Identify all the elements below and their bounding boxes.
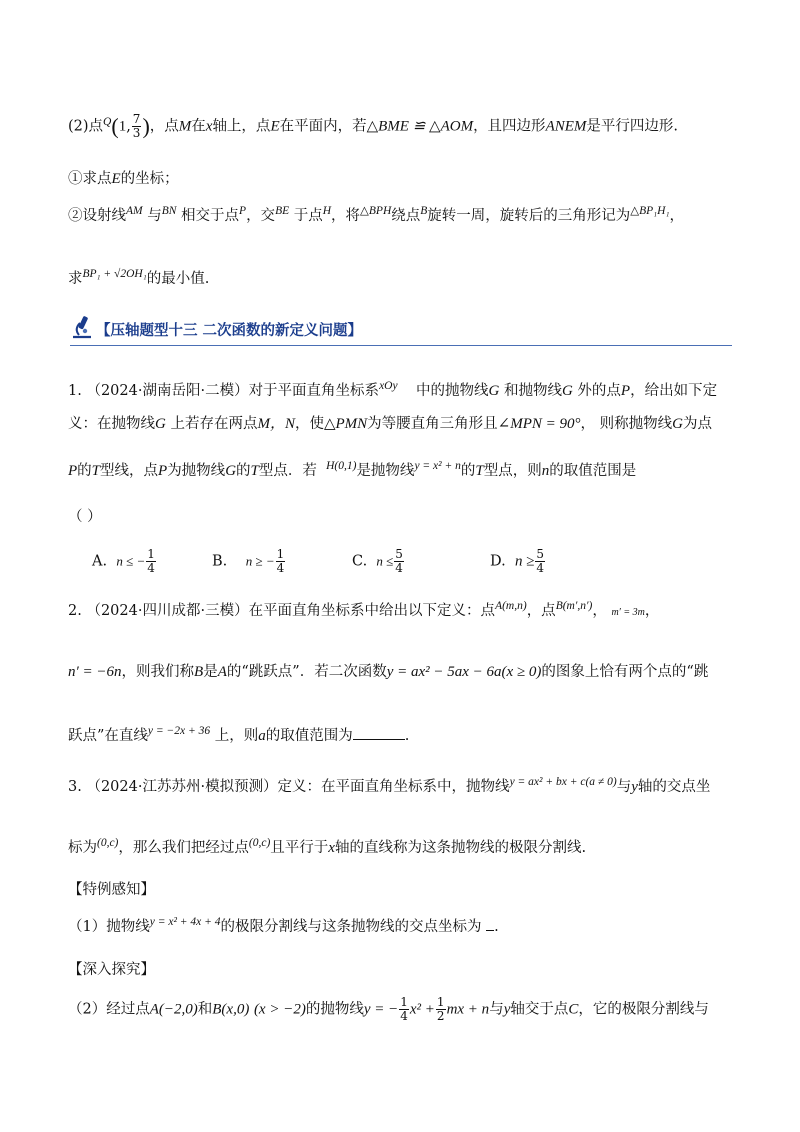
q3-line-2 [68, 838, 586, 859]
fraction-numerator: 5 [395, 547, 403, 561]
text: 义：在抛物线 [68, 416, 155, 432]
text: 和抛物线 [503, 383, 562, 399]
text: ，点 [149, 118, 179, 135]
point-0c: (0,c) [248, 837, 271, 849]
point-h: H(0,1) [326, 460, 357, 472]
answer-blank[interactable] [353, 725, 405, 740]
text: ，将 [331, 208, 361, 224]
paren-open: ( [111, 113, 119, 139]
text: ，且四边形 [473, 118, 546, 135]
var-y: y [631, 779, 638, 795]
problem-label: (2)点 [68, 118, 104, 135]
option-expr: n ≤ − [116, 553, 146, 569]
text: 的取值范围是 [549, 463, 637, 479]
text: 轴上，点 [212, 118, 271, 135]
text: 的 [77, 463, 92, 479]
text: ，则我们称 [121, 664, 195, 680]
text: 为抛物线 [167, 463, 226, 479]
var-bn: BN [161, 205, 177, 217]
line-eq: y = −2x + 36 [147, 725, 211, 737]
text: 跃点”在直线 [68, 728, 148, 744]
fraction-denominator: 4 [395, 561, 403, 575]
fraction-denominator: 3 [132, 126, 141, 140]
var-mn: M，N [257, 416, 295, 432]
fraction [399, 996, 409, 1023]
var-g: G [561, 383, 573, 399]
text: 轴的直线称为这条抛物线的极限分割线. [334, 840, 587, 856]
condition-n: n′ = −6n [68, 664, 122, 680]
condition-x: (x > −2) [253, 1001, 306, 1018]
fraction-numerator: 5 [536, 547, 545, 561]
var-quad: ANEM [545, 118, 587, 135]
text: ，点 [526, 603, 556, 619]
text: 旋转一周，旋转后的三角形记为 [427, 208, 631, 224]
q2-line-3 [68, 725, 409, 747]
text: 轴的交点坐 [637, 779, 711, 795]
fraction-numerator: 1 [147, 547, 155, 561]
fraction [394, 548, 404, 575]
eq-part: x² + [409, 1001, 435, 1018]
text: 的 [460, 463, 476, 479]
min-expr: BP₁ + √2OH₁ [82, 268, 147, 280]
fraction-denominator: 4 [536, 561, 545, 575]
q1-answer-paren: （ ） [68, 509, 102, 525]
option-label: D. [490, 553, 506, 570]
problem-2-sub-3 [68, 269, 209, 290]
text: ， 则称抛物线 [580, 416, 673, 432]
q1-option-c[interactable] [352, 548, 405, 575]
text: 型点．若 [258, 463, 317, 479]
q-coord-fraction [132, 113, 142, 140]
fraction [535, 548, 545, 575]
var-p: P [620, 383, 631, 399]
var-be: BE [275, 205, 290, 217]
q2-line-1 [68, 601, 659, 623]
point-q: Q [103, 115, 112, 128]
parabola-eq: y = x² + 4x + 4 [149, 916, 221, 928]
text: 的极限分割线与这条抛物线的交点坐标为 [220, 919, 482, 935]
text: 在平面内，若 [279, 118, 367, 135]
q3-heading-2: 【深入探究】 [68, 962, 155, 978]
fraction-denominator: 4 [147, 561, 155, 575]
var-m: M [178, 118, 192, 135]
eq-part: mx + n [446, 1001, 490, 1018]
condition-m: m′ = 3m [611, 607, 645, 618]
var-xoy: xOy [379, 380, 398, 392]
text: 1. （2024·湖南岳阳·二模）对于平面直角坐标系 [68, 383, 380, 399]
q1-line-3 [68, 461, 636, 482]
point-0c: (0,c) [97, 837, 119, 849]
q3-part-1 [68, 917, 499, 938]
q1-option-d[interactable] [490, 548, 546, 575]
eq-part: y = − [363, 1001, 399, 1018]
text: 相交于点 [181, 208, 240, 224]
text: 中的抛物线 [416, 383, 489, 399]
text: 在 [191, 118, 206, 135]
var-g: G [672, 416, 683, 432]
point-a: A(−2,0) [149, 1001, 198, 1018]
text: 为点 [682, 416, 712, 432]
text: 与 [489, 1001, 504, 1018]
text: . [494, 919, 499, 935]
parabola-eq: y = ax² + bx + c(a ≠ 0) [509, 776, 617, 788]
text: 上，则 [214, 728, 259, 744]
text: 与 [616, 779, 632, 795]
text: 绕点 [391, 208, 421, 224]
text: 是 [203, 664, 218, 680]
text: 与 [147, 208, 162, 224]
text: 的图象上恰有两个点的“跳 [541, 664, 709, 680]
var-x: x [328, 840, 335, 856]
fraction-numerator: 1 [276, 547, 285, 561]
congruence-expr: △BME ≌ △AOM [366, 118, 474, 135]
var-a: a [258, 728, 266, 744]
text: 外的点 [577, 383, 621, 399]
var-a: A [217, 664, 227, 680]
fraction [146, 548, 156, 575]
section-title: 【压轴题型十三 二次函数的新定义问题】 [96, 323, 363, 339]
q-coord-x: 1 [118, 118, 127, 135]
text: ①求点 [68, 171, 112, 187]
option-label: C. [352, 553, 368, 570]
text: 型线，点 [100, 463, 159, 479]
text: ，那么我们把经过点 [118, 840, 249, 856]
q1-option-a[interactable] [92, 548, 157, 575]
text: （1）抛物线 [68, 919, 150, 935]
text: 标为 [68, 840, 97, 856]
section-divider [70, 345, 732, 346]
q1-line-1 [68, 381, 717, 402]
text: 的 [236, 463, 251, 479]
triangle-bph: △BPH [360, 205, 392, 217]
problem-2-sub-2 [68, 206, 684, 227]
fraction-numerator: 1 [436, 995, 445, 1009]
option-label: A. [92, 553, 108, 570]
text: ，交 [246, 208, 276, 224]
triangle-pmn: △PMN [323, 416, 368, 432]
text: 是抛物线 [356, 463, 415, 479]
problem-2-line-1: (2)点$^Q$(1, $\frac{7}{3}$ )，点M在x轴上，点E在平面内，若△BME ≌ △AOM，且四边形ANEM是平行四边形. [68, 112, 678, 140]
var-h: H [322, 205, 332, 217]
option-expr: n ≤ [376, 553, 394, 569]
q1-option-b[interactable] [212, 548, 286, 575]
parabola-eq: y = x² + n [414, 460, 461, 472]
text: ②设射线 [68, 208, 126, 224]
text: 2. （2024·四川成都·三模）在平面直角坐标系中给出以下定义：点 [68, 603, 496, 619]
text: . [404, 728, 410, 744]
var-c: C [568, 1001, 579, 1018]
q1-line-2 [68, 414, 712, 434]
var-n: n [541, 463, 550, 479]
var-p: P [239, 205, 247, 217]
var-b: B [194, 664, 204, 680]
text: ，它的极限分割线与 [578, 1001, 709, 1018]
text: 的“跳跃点”．若二次函数 [226, 664, 387, 680]
paren-close: ) [142, 113, 150, 139]
text: 的坐标； [120, 171, 179, 187]
text: （2）经过点 [68, 1001, 150, 1018]
text: 的最小值. [146, 271, 210, 287]
text: 于点 [293, 208, 323, 224]
var-g: G [488, 383, 500, 399]
var-e: E [111, 171, 121, 187]
q3-part-2 [68, 996, 709, 1023]
fraction [436, 996, 446, 1023]
text: 3. （2024·江苏苏州·模拟预测）定义：在平面直角坐标系中，抛物线 [68, 779, 510, 795]
answer-blank[interactable] [486, 918, 494, 931]
fraction-denominator: 2 [436, 1009, 445, 1023]
text: 和 [197, 1001, 213, 1018]
var-p: P [158, 463, 168, 479]
var-g: G [155, 416, 166, 432]
microscope-icon [70, 314, 94, 340]
quadratic-eq: y = ax² − 5ax − 6a(x ≥ 0) [386, 664, 542, 680]
fraction [276, 548, 286, 575]
text: ，使 [294, 416, 324, 432]
q2-line-2 [68, 662, 708, 682]
triangle-bp1h1: △BP₁H₁ [630, 205, 670, 217]
var-b: B [420, 205, 428, 217]
text: 为等腰直角三角形且 [367, 416, 498, 432]
point-b: B(x,0) [212, 1001, 250, 1018]
point-a: A(m,n) [495, 600, 527, 612]
var-t: T [250, 463, 259, 479]
var-x: x [205, 118, 213, 135]
var-t: T [475, 463, 484, 479]
var-t: T [91, 463, 101, 479]
option-expr: n ≥ − [245, 553, 275, 569]
text: 轴交于点 [510, 1001, 569, 1018]
angle-mpn: ∠MPN = 90° [497, 416, 581, 432]
var-e: E [270, 118, 280, 135]
problem-2-sub-1 [68, 169, 179, 189]
text: 的取值范围为 [265, 728, 353, 744]
text: ， [592, 603, 607, 619]
q3-line-1 [68, 777, 710, 798]
text: 的抛物线 [305, 1001, 364, 1018]
point-b: B(m′,n′) [555, 600, 593, 612]
var-y: y [503, 1001, 511, 1018]
text: ， [669, 208, 684, 224]
fraction-denominator: 4 [400, 1009, 408, 1023]
text: 型点，则 [483, 463, 542, 479]
text: 是平行四边形. [586, 118, 678, 135]
option-label: B. [212, 553, 228, 570]
option-expr: n ≥ [514, 553, 535, 570]
fraction-numerator: 7 [132, 112, 141, 126]
text: 上若存在两点 [170, 416, 258, 432]
var-g: G [225, 463, 237, 479]
q3-heading-1: 【特例感知】 [68, 882, 155, 898]
text: 且平行于 [270, 840, 329, 856]
text: 求 [68, 271, 83, 287]
fraction-denominator: 4 [276, 561, 285, 575]
fraction-numerator: 1 [400, 995, 408, 1009]
text: ， [644, 603, 660, 619]
var-am: AM [126, 205, 143, 217]
var-p: P [68, 463, 78, 479]
text: ，给出如下定 [630, 383, 718, 399]
